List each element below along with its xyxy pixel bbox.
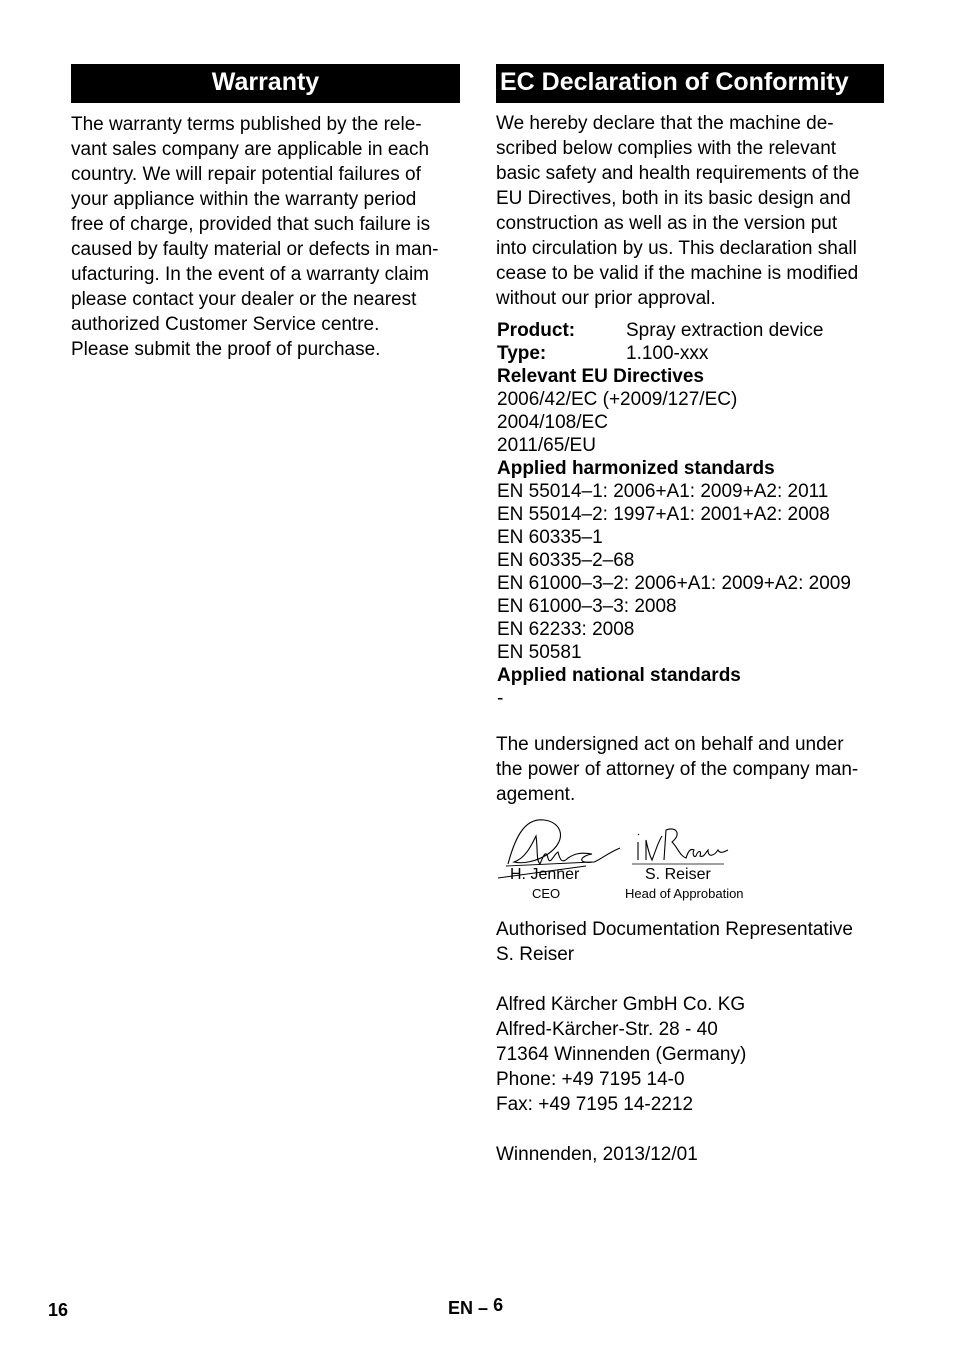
directive-item: 2004/108/EC [497, 412, 608, 433]
company-address [496, 992, 896, 1117]
section-page-number: 6 [493, 1295, 504, 1315]
directives-heading: Relevant EU Directives [497, 366, 704, 387]
declaration-intro [496, 111, 884, 311]
page-number: 16 [48, 1300, 69, 1320]
text-line: Alfred-Kärcher-Str. 28 - 40 [496, 1019, 718, 1040]
text-line: cease to be valid if the machine is modified [496, 263, 859, 284]
text-line: scribed below complies with the relevant [496, 138, 837, 159]
warranty-text [71, 112, 460, 362]
directive-item: 2011/65/EU [497, 435, 596, 456]
declaration-section [496, 64, 884, 311]
text-line: vant sales company are applicable in each [71, 139, 430, 160]
text-line: Authorised Documentation Representative [496, 919, 853, 940]
type-value: 1.100-xxx [626, 343, 709, 364]
standard-item: EN 60335–2–68 [497, 550, 635, 571]
standard-item: EN 60335–1 [497, 527, 603, 548]
text-line: The undersigned act on behalf and under [496, 734, 844, 755]
warranty-section [71, 64, 460, 362]
text-line: free of charge, provided that such failure is [71, 214, 431, 235]
text-line: We hereby declare that the machine de- [496, 113, 834, 134]
product-specs [497, 319, 885, 710]
product-label: Product: [497, 320, 576, 341]
signatory-name-reiser: S. Reiser [645, 866, 711, 883]
directive-item: 2006/42/EC (+2009/127/EC) [497, 389, 738, 410]
text-line: construction as well as in the version put [496, 213, 838, 234]
signatory-name-jenner: H. Jenner [510, 866, 580, 883]
text-line: agement. [496, 784, 576, 805]
text-line: ufacturing. In the event of a warranty claim [71, 264, 430, 285]
language-code: EN [448, 1298, 474, 1318]
signature-reiser [632, 822, 732, 866]
text-line: basic safety and health requirements of the [496, 163, 860, 184]
documentation-representative [496, 917, 896, 967]
type-label: Type: [497, 343, 547, 364]
standard-item: EN 62233: 2008 [497, 619, 635, 640]
text-line: caused by faulty material or defects in man- [71, 239, 439, 260]
text-line: your appliance within the warranty period [71, 189, 417, 210]
signature-block [496, 814, 776, 906]
standard-item: EN 50581 [497, 642, 582, 663]
text-line: S. Reiser [496, 944, 575, 965]
text-line: into circulation by us. This declaration shall [496, 238, 857, 259]
standard-item: EN 61000–3–2: 2006+A1: 2009+A2: 2009 [497, 573, 851, 594]
text-line: Please submit the proof of purchase. [71, 339, 381, 360]
text-line: the power of attorney of the company man- [496, 759, 859, 780]
text-line: Alfred Kärcher GmbH Co. KG [496, 994, 746, 1015]
harmonized-heading: Applied harmonized standards [497, 458, 775, 479]
standard-item: EN 55014–1: 2006+A1: 2009+A2: 2011 [497, 481, 829, 502]
text-line: The warranty terms published by the rele- [71, 114, 422, 135]
national-value: - [497, 688, 504, 709]
signatory-role-jenner: CEO [532, 886, 561, 901]
text-line: 71364 Winnenden (Germany) [496, 1044, 747, 1065]
place-date: Winnenden, 2013/12/01 [496, 1144, 698, 1165]
text-line: please contact your dealer or the nearest [71, 289, 417, 310]
standard-item: EN 55014–2: 1997+A1: 2001+A2: 2008 [497, 504, 830, 525]
text-line: EU Directives, both in its basic design and [496, 188, 851, 209]
text-line: authorized Customer Service centre. [71, 314, 380, 335]
text-line: Fax: +49 7195 14-2212 [496, 1094, 694, 1115]
dash: – [478, 1298, 489, 1318]
text-line: country. We will repair potential failures of [71, 164, 421, 185]
page-language-marker [448, 1295, 504, 1319]
product-value: Spray extraction device [626, 320, 824, 341]
national-heading: Applied national standards [497, 665, 741, 686]
signatory-role-reiser: Head of Approbation [625, 886, 744, 901]
attorney-statement [496, 732, 886, 807]
product-row [497, 319, 885, 342]
type-row [497, 342, 885, 365]
standard-item: EN 61000–3–3: 2008 [497, 596, 677, 617]
text-line: without our prior approval. [496, 288, 716, 309]
declaration-title: EC Declaration of Conformity [496, 64, 884, 103]
warranty-title: Warranty [71, 64, 460, 103]
text-line: Phone: +49 7195 14-0 [496, 1069, 685, 1090]
